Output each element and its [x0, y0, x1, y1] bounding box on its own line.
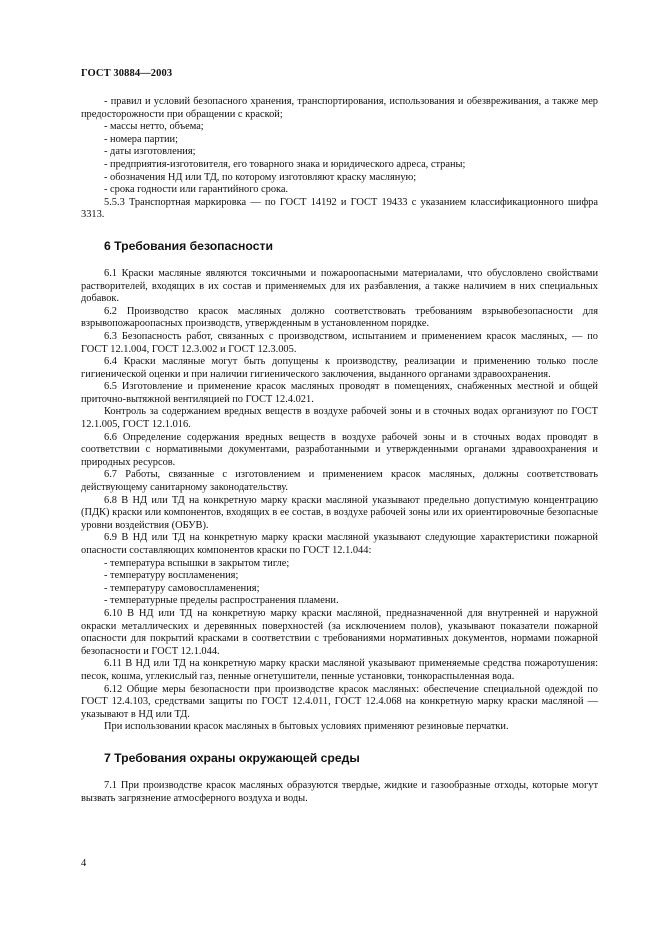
clause-6-3: 6.3 Безопасность работ, связанных с производством, испытанием и применением красок масляных, — по ГОСТ 12.1.004, ГОСТ 12.3.002 и ГОСТ 12.3.005.: [81, 330, 598, 355]
list-item-autoignition-temp: - температуру самовоспламенения;: [104, 582, 260, 594]
list-item-mass: - массы нетто, объема;: [104, 121, 204, 133]
section-7-heading: 7 Требования охраны окружающей среды: [104, 750, 360, 765]
list-item-storage-rules: - правил и условий безопасного хранения, транспортирования, использования и обезвреживания, а также мер предосторожности при обращении с краской;: [81, 96, 598, 120]
clause-6-2: 6.2 Производство красок масляных должно соответствовать требованиям взрывобезопасности для взрывопожароопасных производств, утвержденным в установленном порядке.: [81, 305, 598, 330]
clause-6-6: 6.6 Определение содержания вредных веществ в воздухе рабочей зоны и в сточных водах проводят в соответствии с нормативными документами, разработанными и утвержденными органами здравоохранения и природных ресурсов.: [81, 431, 598, 468]
clause-6-7: 6.7 Работы, связанные с изготовлением и применением красок масляных, должны соответствовать действующему санитарному законодательству.: [81, 469, 598, 494]
list-item-flame-limits: - температурные пределы распространения пламени.: [104, 595, 339, 607]
running-header-standard: ГОСТ 30884—2003: [81, 68, 173, 79]
list-item-designation: - обозначения НД или ТД, по которому изготовляют краску масляную;: [104, 171, 417, 183]
clause-6-5: 6.5 Изготовление и применение красок масляных проводят в помещениях, снабженных местной и общей приточно-вытяжной вентиляцией по ГОСТ 12.4.021.: [81, 381, 598, 405]
page-content: [81, 96, 598, 805]
clause-7-1: 7.1 При производстве красок масляных образуются твердые, жидкие и газообразные отходы, которые могут вызвать загрязнение атмосферного воздуха и воды.: [81, 779, 598, 804]
page-number: 4: [81, 858, 87, 869]
clause-6-10: 6.10 В НД или ТД на конкретную марку краски масляной, предназначенной для внутренней и наружной окраски металлических и деревянных поверхностей (за исключением полов), указывают показатели пожарной опасности для покрытий красками в соответствии с требованиями нормативных документов, нормами пожарной безопасности и ГОСТ 12.1.044.: [81, 607, 598, 657]
list-item-shelf-life: - срока годности или гарантийного срока.: [104, 184, 289, 196]
clause-6-11: 6.11 В НД или ТД на конкретную марку краски масляной указывают применяемые средства пожаротушения: песок, кошма, углекислый газ, пенные огнетушители, пенные установки, тонкораспыленная вода.: [81, 658, 598, 682]
clause-6-9: 6.9 В НД или ТД на конкретную марку краски масляной указывают следующие характеристики пожарной опасности составляющих компонентов краски по ГОСТ 12.1.044:: [81, 532, 598, 556]
clause-6-5-control: Контроль за содержанием вредных веществ в воздухе рабочей зоны и в сточных водах организуют по ГОСТ 12.1.005, ГОСТ 12.1.016.: [81, 406, 598, 431]
list-item-date: - даты изготовления;: [104, 146, 196, 158]
clause-6-4: 6.4 Краски масляные могут быть допущены к производству, реализации и применению только после гигиенической оценки и при наличии гигиенического заключения, выданного органами здравоохранения.: [81, 356, 598, 380]
list-item-batch: - номера партии;: [104, 133, 178, 145]
clause-6-1: 6.1 Краски масляные являются токсичными и пожароопасными материалами, что обусловлено свойствами растворителей, входящих в их состав и применяемых для их разбавления, а также наличием в них специальных добавок.: [81, 267, 598, 305]
clause-6-12: 6.12 Общие меры безопасности при производстве красок масляных: обеспечение специальной одеждой по ГОСТ 12.4.103, средствами защиты по ГОСТ 12.4.011, ГОСТ 12.4.068 на конкретную марку краски масляной — указывают в НД или ТД.: [81, 683, 598, 720]
clause-5-5-3: 5.5.3 Транспортная маркировка — по ГОСТ 14192 и ГОСТ 19433 с указанием классификационного шифра 3313.: [81, 196, 598, 221]
clause-6-8: 6.8 В НД или ТД на конкретную марку краски масляной указывают предельно допустимую концентрацию (ПДК) краски или компонентов, входящих в ее состав, в воздухе рабочей зоны или их ориентировочные безопасные уровни воздействия (ОБУВ).: [81, 494, 598, 531]
clause-6-12-gloves: При использовании красок масляных в бытовых условиях применяют резиновые перчатки.: [104, 721, 509, 733]
list-item-manufacturer: - предприятия-изготовителя, его товарного знака и юридического адреса, страны;: [104, 158, 466, 170]
list-item-ignition-temp: - температуру воспламенения;: [104, 570, 239, 582]
section-6-heading: 6 Требования безопасности: [104, 238, 273, 253]
list-item-flash-point: - температура вспышки в закрытом тигле;: [104, 557, 290, 569]
